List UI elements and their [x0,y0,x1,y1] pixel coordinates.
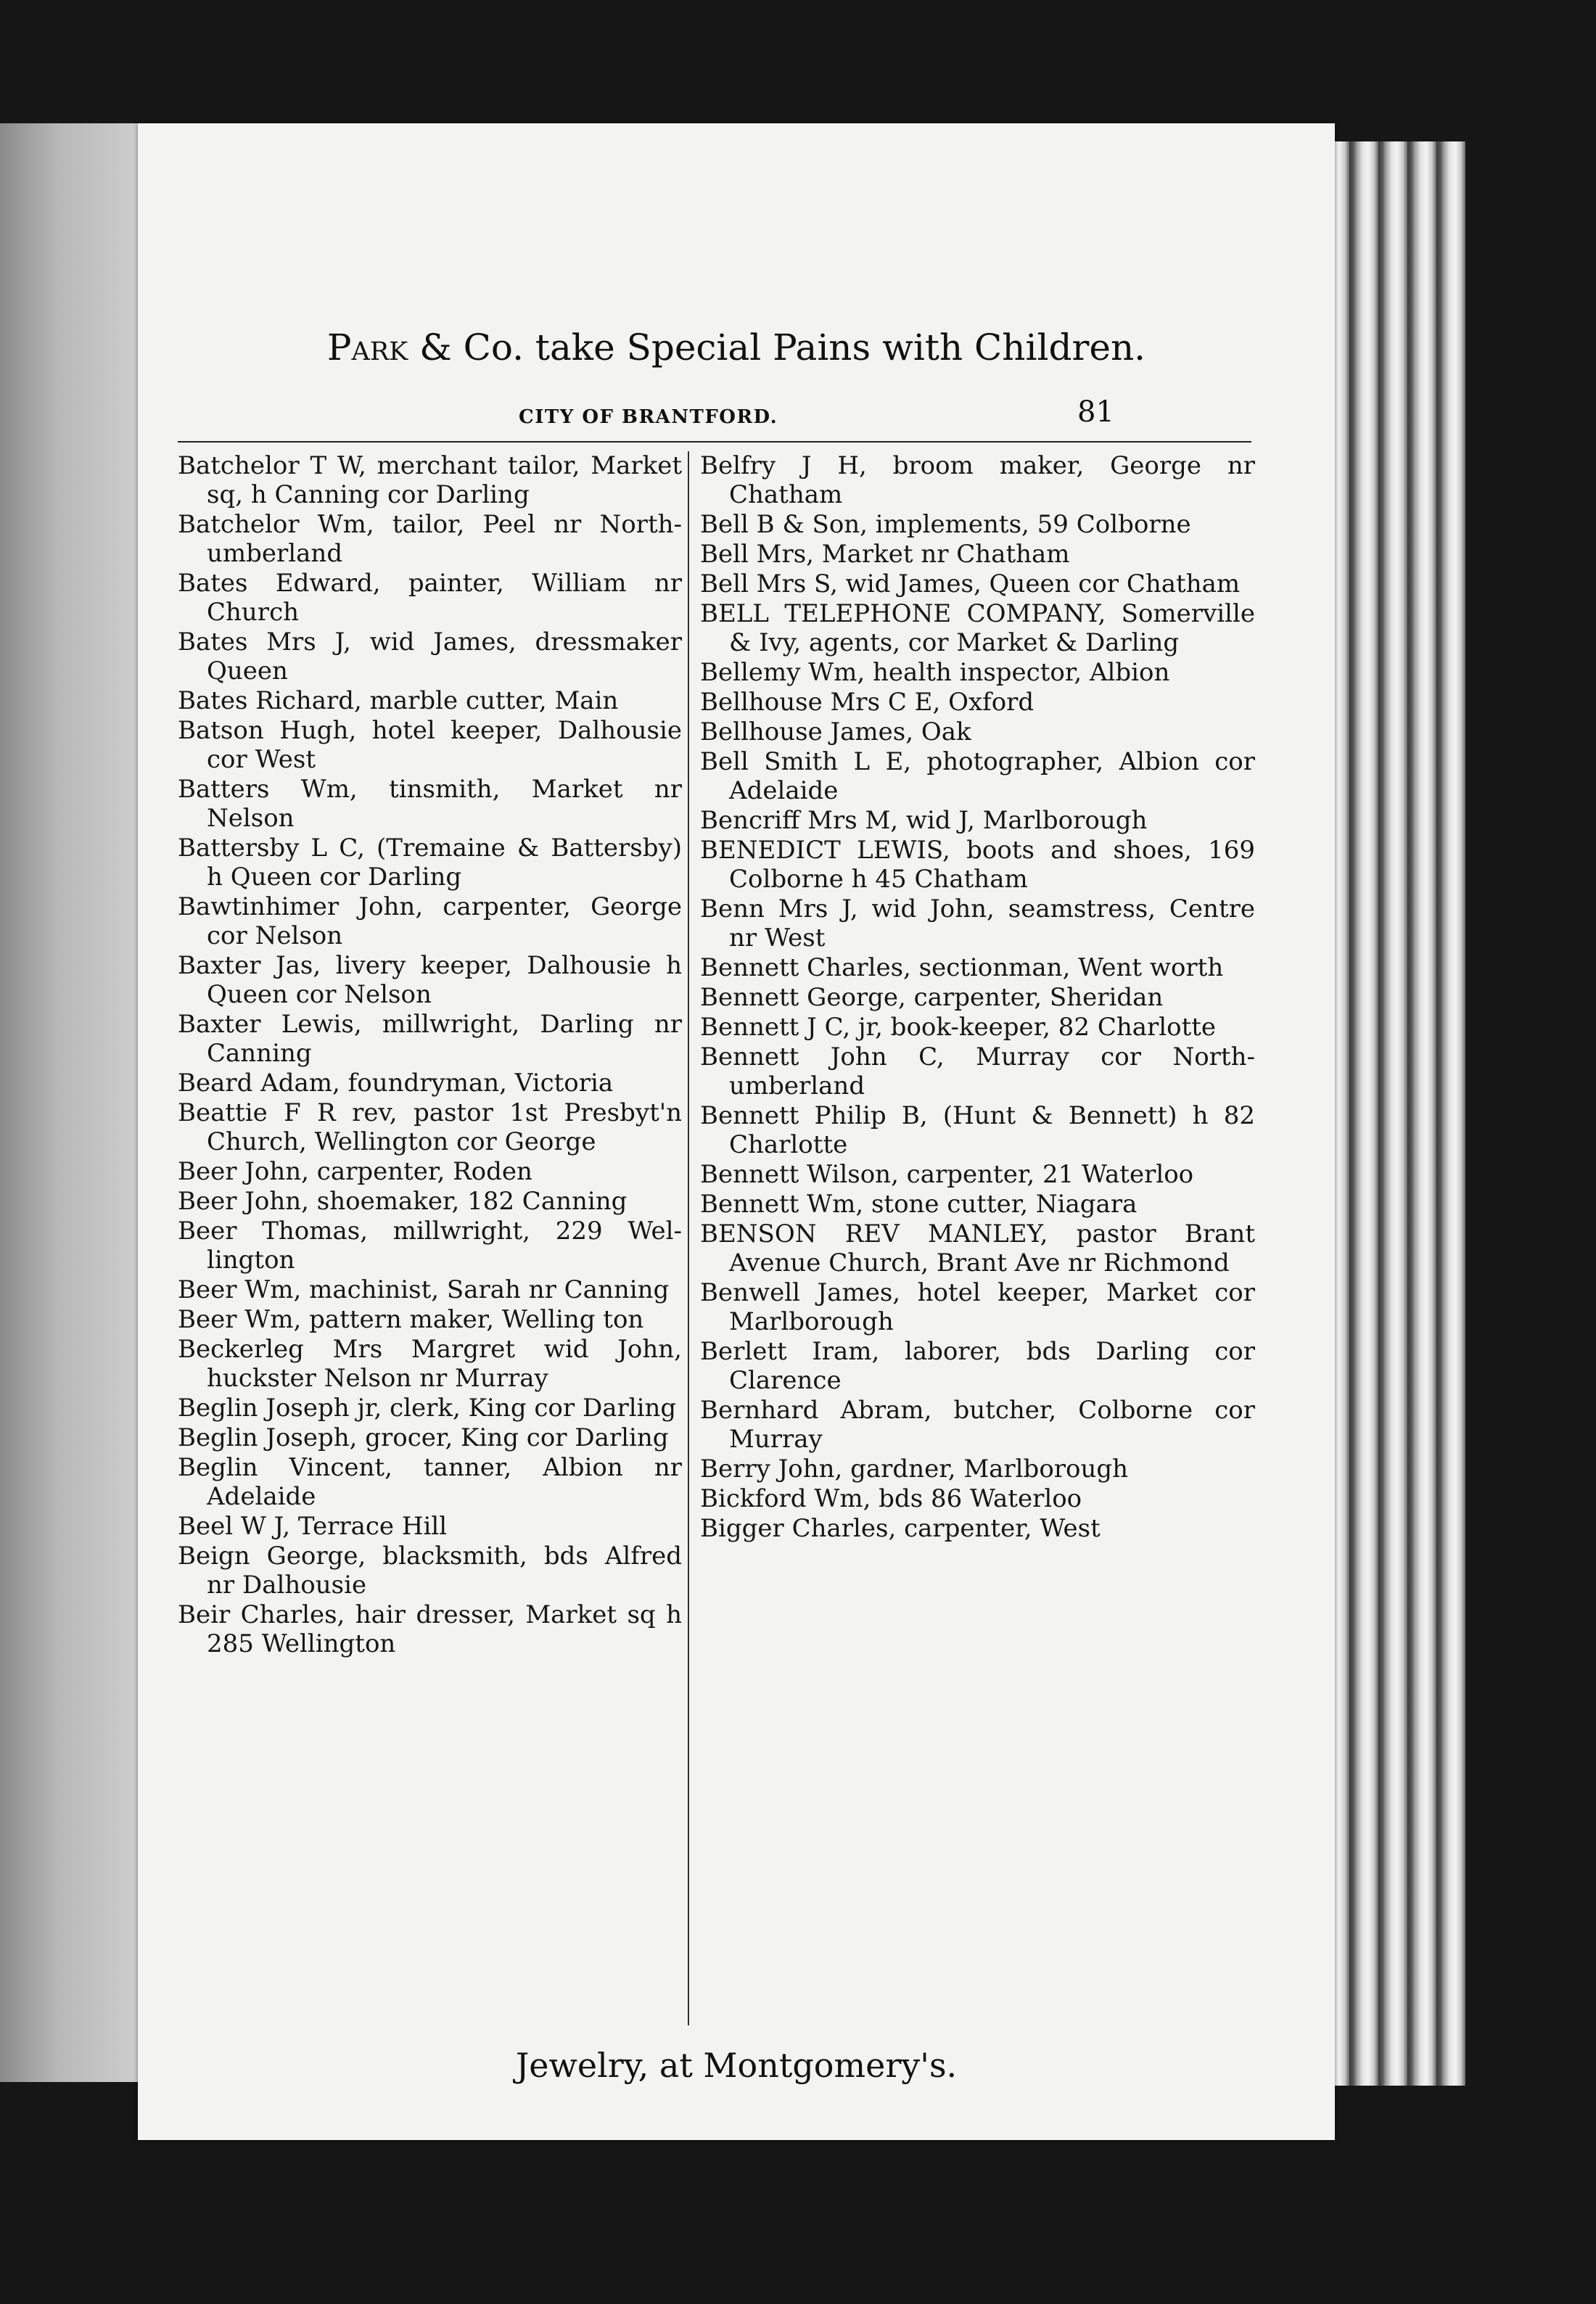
directory-entry: Beglin Joseph jr, clerk, King cor Darling [178,1394,677,1423]
directory-entry: Bawtinhimer John, carpenter, George cor Nelson [178,892,682,950]
directory-entry: Bell Smith L E, photographer, Albion cor Adelaide [700,747,1255,805]
directory-entry: Batchelor Wm, tailor, Peel nr Northumberland [178,510,682,568]
directory-entry: Beard Adam, foundryman, Victoria [178,1069,614,1098]
advert-brand: Park [326,326,408,369]
directory-entry: Beckerleg Mrs Margret wid John, huckster Nelson nr Murray [178,1335,682,1393]
directory-entry: Bellhouse Mrs C E, Oxford [700,688,1034,717]
directory-entry: Bell B & Son, implements, 59 Colborne [700,510,1191,539]
directory-entry: Battersby L C, (Tremaine & Battersby) h Queen cor Darling [178,834,682,892]
city-heading: CITY OF BRANTFORD. [519,406,778,428]
directory-entry: Bennett Wilson, carpenter, 21 Waterloo [700,1160,1194,1189]
directory-entry: Bell Mrs S, wid James, Queen cor Chatham [700,569,1241,598]
directory-entry: BENEDICT LEWIS, boots and shoes, 169 Colborne h 45 Chatham [700,836,1255,894]
directory-entry: Belfry J H, broom maker, George nr Chatham [700,451,1255,509]
header-rule [178,441,1251,443]
directory-entry: Berry John, gardner, Marlborough [700,1455,1129,1484]
directory-entry: Beglin Vincent, tanner, Albion nr Adelaide [178,1453,682,1511]
directory-entry: Beign George, blacksmith, bds Alfred nr Dalhousie [178,1542,682,1600]
page-number: 81 [1077,395,1114,429]
directory-entry: Beir Charles, hair dresser, Market sq h 285 Wellington [178,1600,682,1658]
directory-entry: Benn Mrs J, wid John, seamstress, Centre nr West [700,894,1255,953]
directory-entry: Bates Richard, marble cutter, Main [178,686,619,715]
directory-entry: Bates Edward, painter, William nr Church [178,569,682,627]
directory-entry: BENSON REV MANLEY, pastor Brant Avenue Church, Brant Ave nr Richmond [700,1219,1255,1278]
left-column [178,451,682,1659]
adjacent-page-edge [0,123,145,2082]
directory-entry: Bernhard Abram, butcher, Colborne cor Murray [700,1396,1255,1454]
directory-entry: Bennett Wm, stone cutter, Niagara [700,1190,1138,1219]
directory-entry: Beglin Joseph, grocer, King cor Darling [178,1423,669,1452]
directory-entry: Baxter Lewis, millwright, Darling nr Canning [178,1010,682,1068]
directory-entry: Beer John, shoemaker, 182 Canning [178,1187,628,1216]
directory-entry: Bennett Philip B, (Hunt & Bennett) h 82 Charlotte [700,1101,1255,1159]
directory-entry: Beer Thomas, millwright, 229 Wellington [178,1217,682,1275]
directory-entry: Beer Wm, pattern maker, Welling ton [178,1305,644,1334]
directory-entry: Bennett John C, Murray cor Northumberland [700,1042,1255,1100]
directory-entry: Bellhouse James, Oak [700,717,971,746]
directory-entry: Bates Mrs J, wid James, dressmaker Queen [178,628,682,686]
directory-entry: Benwell James, hotel keeper, Market cor Marlborough [700,1278,1255,1336]
directory-entry: Beer Wm, machinist, Sarah nr Canning [178,1275,670,1304]
directory-entry: Bigger Charles, carpenter, West [700,1514,1101,1543]
directory-entry: Beel W J, Terrace Hill [178,1512,448,1541]
directory-entry: Batson Hugh, hotel keeper, Dalhousie cor West [178,716,682,774]
directory-entry: Bell Mrs, Market nr Chatham [700,540,1070,569]
directory-entry: Bencriff Mrs M, wid J, Marlborough [700,806,1148,835]
directory-entry: Bennett George, carpenter, Sheridan [700,983,1164,1012]
column-divider [688,451,689,2025]
directory-entry: Baxter Jas, livery keeper, Dalhousie h Queen cor Nelson [178,951,682,1009]
running-head-advert [138,326,1335,369]
directory-entry: BELL TELEPHONE COMPANY, Somerville & Ivy, agents, cor Market & Darling [700,599,1255,657]
directory-entry: Bennett Charles, sectionman, Went worth [700,953,1224,982]
directory-entry: Batchelor T W, merchant tailor, Market sq, h Canning cor Darling [178,451,682,509]
directory-entry: Bennett J C, jr, book-keeper, 82 Charlotte [700,1013,1217,1042]
directory-entry: Bickford Wm, bds 86 Waterloo [700,1484,1082,1513]
right-column [700,451,1255,1544]
advert-slogan: & Co. take Special Pains with Children. [408,326,1146,369]
directory-entry: Bellemy Wm, health inspector, Albion [700,658,1170,687]
directory-entry: Beer John, carpenter, Roden [178,1157,532,1186]
directory-page [138,123,1335,2140]
footer-advert: Jewelry, at Montgomery's. [515,2046,958,2085]
directory-entry: Beattie F R rev, pastor 1st Presbyt'n Church, Wellington cor George [178,1098,682,1156]
book-page-edges [1320,141,1465,2086]
directory-entry: Batters Wm, tinsmith, Market nr Nelson [178,775,682,833]
directory-entry: Berlett Iram, laborer, bds Darling cor Clarence [700,1337,1255,1395]
